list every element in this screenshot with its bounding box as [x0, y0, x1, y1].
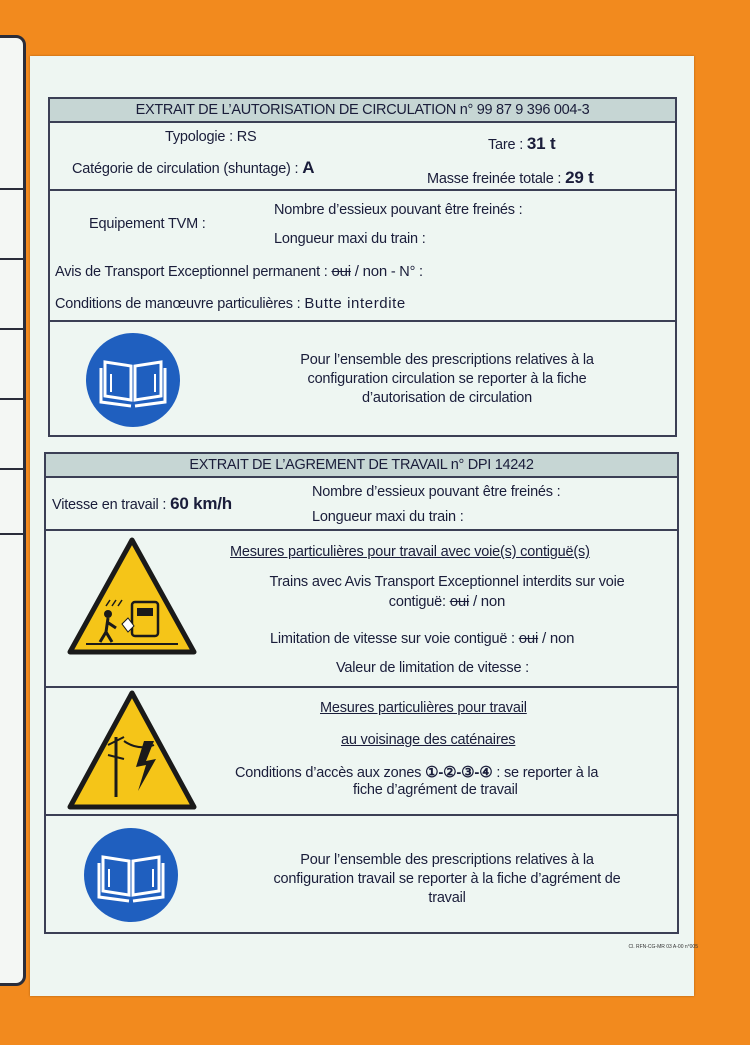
vitesse-travail: Vitesse en travail : 60 km/h [52, 494, 232, 513]
circulation-header: EXTRAIT DE L’AUTORISATION DE CIRCULATION n° 99 87 9 396 004-3 [50, 99, 675, 123]
electric-hazard-icon [66, 689, 198, 811]
travail-header: EXTRAIT DE L’AGREMENT DE TRAVAIL n° DPI 14242 [46, 454, 677, 478]
conditions-acces: Conditions d’accès aux zones ①-②-③-④ : se reporter à la [235, 764, 599, 781]
tvm-label: Equipement TVM : [89, 216, 206, 232]
voie-contigue-title: Mesures particulières pour travail avec voie(s) contiguë(s) [230, 544, 590, 560]
conditions-manoeuvre: Conditions de manœuvre particulières : Butte interdite [55, 295, 406, 312]
travail-essieux-label: Nombre d’essieux pouvant être freinés : [312, 484, 561, 500]
travail-note: Pour l’ensemble des prescriptions relatives à la configuration travail se reporter à la fiche d’agrément de travail [273, 852, 621, 906]
tare: Tare : 31 t [488, 134, 556, 153]
masse-freinee: Masse freinée totale : 29 t [427, 168, 594, 187]
avis-transport: Avis de Transport Exceptionnel permanent : oui / non - N° : [55, 263, 423, 280]
trains-avis: Trains avec Avis Transport Exceptionnel interdits sur voie contiguë: oui / non [269, 574, 625, 610]
catenaire-title-1: Mesures particulières pour travail [320, 700, 527, 716]
valeur-limitation: Valeur de limitation de vitesse : [336, 660, 530, 676]
categorie: Catégorie de circulation (shuntage) : A [72, 158, 315, 177]
manual-book-icon [81, 825, 181, 925]
reference-number: Cl. RFN-CG-MR 03 A-00 n°005 [628, 944, 698, 950]
circulation-note: Pour l’ensemble des prescriptions relatives à la configuration circulation se reporter à la fiche d’autorisation de circulation [300, 352, 594, 406]
fiche-agrement: fiche d’agrément de travail [353, 782, 518, 798]
adjacent-panel [0, 35, 26, 986]
track-work-warning-icon [66, 536, 198, 656]
longueur-label: Longueur maxi du train : [274, 231, 426, 247]
essieux-label: Nombre d’essieux pouvant être freinés : [274, 202, 523, 218]
limitation-vitesse: Limitation de vitesse sur voie contiguë : oui / non [270, 630, 575, 647]
typologie: Typologie : RS [165, 129, 257, 145]
travail-longueur-label: Longueur maxi du train : [312, 509, 464, 525]
catenaire-title-2: au voisinage des caténaires [341, 732, 516, 748]
manual-book-icon [83, 330, 183, 430]
